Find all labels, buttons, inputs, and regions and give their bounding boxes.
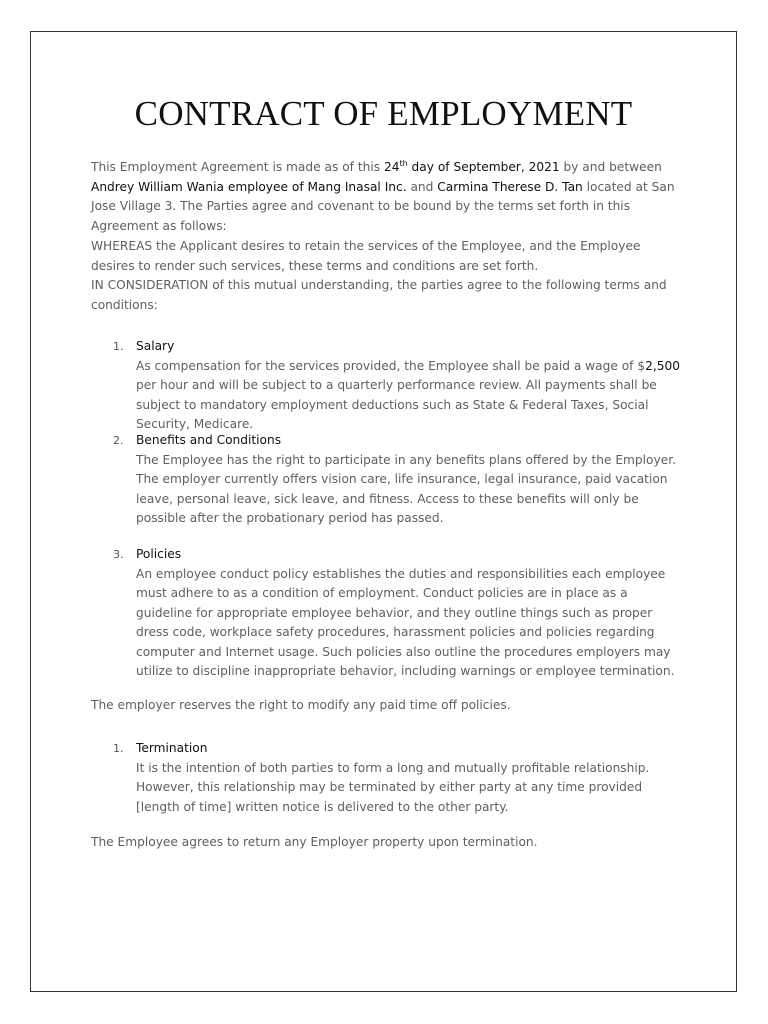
section-number: 1. bbox=[113, 742, 124, 755]
section-benefits bbox=[91, 431, 681, 529]
section-termination bbox=[91, 739, 681, 817]
section-number: 1. bbox=[113, 340, 124, 353]
whereas-paragraph: WHEREAS the Applicant desires to retain the services of the Employee, and the Employee desires to render such services, these terms and conditions are set forth. bbox=[91, 239, 641, 273]
section-heading: Salary bbox=[136, 339, 175, 353]
intro-paragraph bbox=[91, 158, 681, 236]
section-heading: Benefits and Conditions bbox=[136, 433, 282, 447]
section-policies bbox=[91, 545, 681, 682]
closing-paragraph: The Employee agrees to return any Employer property upon termination. bbox=[91, 835, 538, 849]
section-body: An employee conduct policy establishes the duties and responsibilities each employee must adhere to as a condition of employment. Conduct policies are in place as a guideline for appropriate employee behavior, and they outline things such as proper dress code, workplace safety procedures, harassment policies and policies regarding computer and Internet usage. Such policies also outline the procedures employers may utilize to discipline inappropriate behavior, including warnings or employee termination. bbox=[136, 566, 675, 678]
section-body: The Employee has the right to participate in any benefits plans offered by the Employer. The employer currently offers vision care, life insurance, legal insurance, paid vacation leave, personal leave, sick leave, and fitness. Access to these benefits will only be possible after the probationary period has passed. bbox=[136, 452, 676, 525]
section-number: 3. bbox=[113, 548, 124, 561]
date-day-suffix: th bbox=[399, 158, 408, 168]
party-employee: Andrey William Wania employee of Mang Inasal Inc. bbox=[91, 179, 407, 194]
salary-amount: 2,500 bbox=[645, 358, 680, 373]
date-rest: day of September, 2021 bbox=[407, 160, 560, 174]
agreement-date bbox=[384, 160, 560, 174]
consideration-paragraph: IN CONSIDERATION of this mutual understanding, the parties agree to the following terms and conditions: bbox=[91, 278, 667, 312]
section-salary bbox=[91, 337, 681, 435]
section-heading: Policies bbox=[136, 547, 182, 561]
intro-text: This Employment Agreement is made as of this bbox=[91, 160, 384, 174]
section-body: It is the intention of both parties to form a long and mutually profitable relationship. However, this relationship may be terminated by either party at any time provided [length of time] written notice is delivered to the other party. bbox=[136, 760, 650, 814]
section-number: 2. bbox=[113, 434, 124, 447]
section-heading: Termination bbox=[136, 741, 208, 755]
date-day: 24 bbox=[383, 160, 400, 174]
intro-text: by and between bbox=[559, 160, 662, 174]
reserve-note: The employer reserves the right to modify any paid time off policies. bbox=[91, 698, 511, 712]
intro-text: located at San Jose Village 3. The Parties agree and covenant to be bound by the terms set forth in this Agreement as follows: bbox=[91, 179, 675, 233]
document-title: CONTRACT OF EMPLOYMENT bbox=[134, 94, 633, 133]
salary-text: per hour and will be subject to a quarterly performance review. All payments shall be subject to mandatory employment deductions such as State & Federal Taxes, Social Security, Medicare. bbox=[136, 378, 657, 431]
party-employer: Carmina Therese D. Tan bbox=[437, 179, 583, 194]
section-body bbox=[136, 357, 681, 435]
intro-text: and bbox=[406, 179, 438, 194]
document-page bbox=[30, 31, 737, 992]
salary-text: As compensation for the services provided, the Employee shall be paid a wage of $ bbox=[136, 358, 646, 373]
